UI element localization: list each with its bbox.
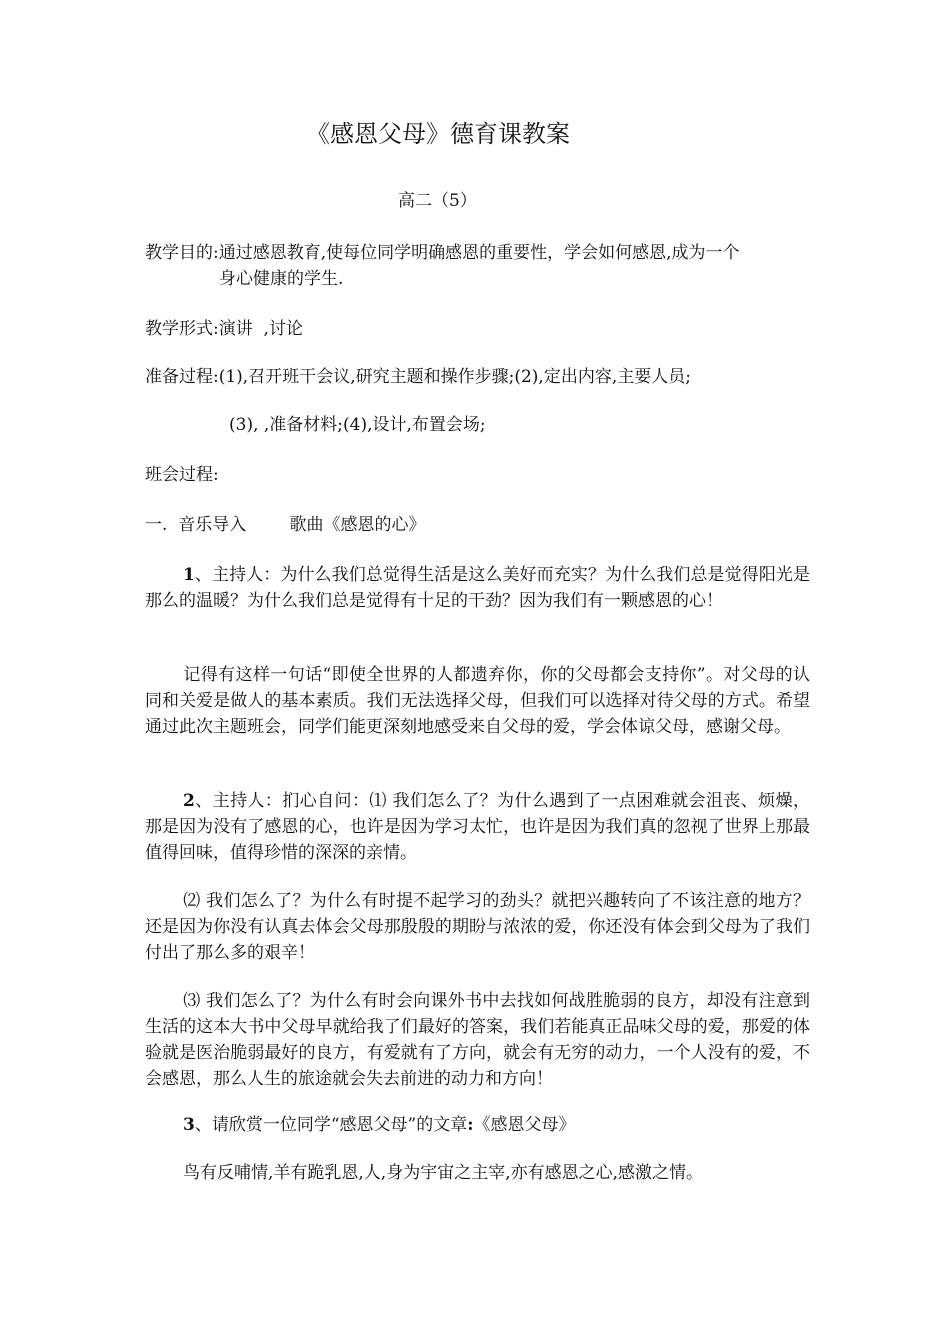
article-title: 《感恩父母》 [473,1115,576,1135]
paragraph-question-3 [145,988,810,1092]
process-heading: 班会过程: [145,465,219,485]
paragraph-text: ⑶ 我们怎么了？为什么有时会向课外书中去找如何战胜脆弱的良方，却没有注意到生活的这本大书中父母早就给我了们最好的答案，我们若能真正品味父母的爱，那爱的体验就是医治脆弱最好的良方，有爱就有了方向，就会有无穷的动力，一个人没有的爱，不会感恩，那么人生的旅途就会失去前进的动力和方向！ [145,991,810,1089]
teaching-form: 教学形式:演讲 ,讨论 [145,319,303,339]
paragraph-host-2 [145,788,810,866]
objective-line2: 身心健康的学生. [219,269,344,289]
paragraph-text: 鸟有反哺情,羊有跪乳恩,人,身为宇宙之主宰,亦有感恩之心,感激之情。 [183,1163,704,1183]
prep-line1: 准备过程:(1),召开班干会议,研究主题和操作步骤;(2),定出内容,主要人员; [145,367,691,387]
paragraph-text: ⑵ 我们怎么了？为什么有时提不起学习的劲头？就把兴趣转向了不该注意的地方？还是因为你没有认真去体会父母那殷殷的期盼与浓浓的爱，你还没有体会到父母为了我们付出了那么多的艰辛！ [145,891,810,963]
prep-line2: (3), ,准备材料;(4),设计,布置会场; [229,415,486,435]
section-heading-1: 一. 音乐导入 歌曲《感恩的心》 [145,515,426,535]
paragraph-text: 、主持人：扪心自问：⑴ 我们怎么了？为什么遇到了一点困难就会沮丧、烦燥，那是因为没有了感恩的心，也许是因为学习太忙，也许是因为我们真的忽视了世界上那最值得回味，值得珍惜的深深的亲情。 [145,791,810,863]
paragraph-quote [145,662,810,740]
item-number: 1 [183,565,195,585]
class-label: 高二（5） [398,191,477,211]
paragraph-article-intro [145,1112,810,1138]
paragraph-question-2 [145,888,810,966]
objective-line1: 教学目的:通过感恩教育,使每位同学明确感恩的重要性，学会如何感恩,成为一个 [145,243,740,263]
item-number: 3 [183,1115,195,1135]
paragraph-text: 、主持人：为什么我们总觉得生活是这么美好而充实？为什么我们总是觉得阳光是那么的温暖？为什么我们总是觉得有十足的干劲？因为我们有一颗感恩的心！ [145,565,810,611]
paragraph-host-1 [145,562,810,614]
doc-title: 《感恩父母》德育课教案 [306,120,570,148]
paragraph-text: 记得有这样一句话“即使全世界的人都遗弃你，你的父母都会支持你”。对父母的认同和关爱是做人的基本素质。我们无法选择父母，但我们可以选择对待父母的方式。希望通过此次主题班会，同学们能更深刻地感受来自父母的爱，学会体谅父母，感谢父母。 [145,665,810,737]
item-number: 2 [183,791,195,811]
paragraph-article-first-line [145,1160,810,1186]
paragraph-text: 、请欣赏一位同学“感恩父母”的文章 [194,1115,468,1135]
colon: : [467,1115,474,1135]
